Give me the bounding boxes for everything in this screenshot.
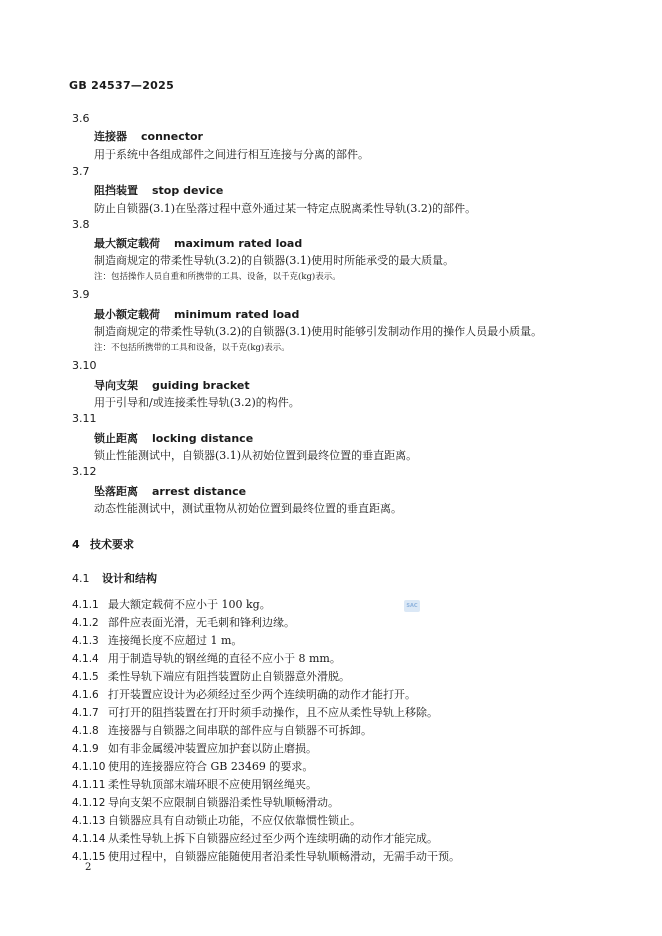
term-title <box>94 235 302 251</box>
term-definition: 制造商规定的带柔性导轨(3.2)的自锁器(3.1)使用时能够引发制动作用的操作人员最小质量。 <box>94 325 543 338</box>
clause <box>72 740 317 756</box>
term-title <box>94 128 203 144</box>
term-zh: 坠落距离 <box>94 485 138 498</box>
term-en: stop device <box>152 184 224 197</box>
clause <box>72 704 438 720</box>
clause-text: 最大额定载荷不应小于 100 kg。 <box>108 598 271 611</box>
term-definition: 防止自锁器(3.1)在坠落过程中意外通过某一特定点脱离柔性导轨(3.2)的部件。 <box>94 202 477 215</box>
clause-number: 4.1.10 <box>72 761 106 773</box>
term-zh: 最大额定载荷 <box>94 237 160 250</box>
clause <box>72 650 341 666</box>
term-en: arrest distance <box>152 485 247 498</box>
clause <box>72 830 438 846</box>
section-heading <box>72 536 134 552</box>
section-title: 技术要求 <box>90 538 134 551</box>
term-en: locking distance <box>152 432 254 445</box>
term-definition: 用于系统中各组成部件之间进行相互连接与分离的部件。 <box>94 148 369 161</box>
clause-text: 从柔性导轨上拆下自锁器应经过至少两个连续明确的动作才能完成。 <box>108 832 438 845</box>
clause <box>72 794 339 810</box>
term-zh: 阻挡装置 <box>94 184 138 197</box>
clause-text: 柔性导轨顶部末端环眼不应使用钢丝绳夹。 <box>108 778 317 791</box>
page-number: 2 <box>85 862 92 873</box>
clause <box>72 686 416 702</box>
term-note: 注：不包括所携带的工具和设备，以千克(kg)表示。 <box>94 343 290 353</box>
clause <box>72 758 313 774</box>
term-definition: 动态性能测试中，测试重物从初始位置到最终位置的垂直距离。 <box>94 502 402 515</box>
term-title <box>94 182 223 198</box>
term-note: 注：包括操作人员自重和所携带的工具、设备，以千克(kg)表示。 <box>94 272 341 282</box>
term-en: minimum rated load <box>174 308 300 321</box>
term-zh: 锁止距离 <box>94 432 138 445</box>
subsection-heading <box>72 570 157 586</box>
clause-text: 用于制造导轨的钢丝绳的直径不应小于 8 mm。 <box>108 652 341 665</box>
clause-text: 连接绳长度不应超过 1 m。 <box>108 634 243 647</box>
term-en: maximum rated load <box>174 237 303 250</box>
clause <box>72 812 361 828</box>
clause-text: 如有非金属缓冲装置应加护套以防止磨损。 <box>108 742 317 755</box>
clause-text: 打开装置应设计为必须经过至少两个连续明确的动作才能打开。 <box>108 688 416 701</box>
clause-number: 4.1.3 <box>72 635 99 647</box>
term-definition: 制造商规定的带柔性导轨(3.2)的自锁器(3.1)使用时所能承受的最大质量。 <box>94 254 455 267</box>
clause-text: 部件应表面光滑，无毛刺和锋利边缘。 <box>108 616 295 629</box>
term-number: 3.11 <box>72 412 97 425</box>
subsection-title: 设计和结构 <box>102 572 157 585</box>
watermark-logo: SAC <box>404 600 420 612</box>
clause-text: 自锁器应具有自动锁止功能，不应仅依靠惯性锁止。 <box>108 814 361 827</box>
term-number: 3.12 <box>72 465 97 478</box>
term-title <box>94 306 299 322</box>
clause-text: 使用的连接器应符合 GB 23469 的要求。 <box>108 760 314 773</box>
term-definition: 用于引导和/或连接柔性导轨(3.2)的构件。 <box>94 396 300 409</box>
clause-number: 4.1.4 <box>72 653 99 665</box>
clause-number: 4.1.12 <box>72 797 106 809</box>
clause <box>72 722 372 738</box>
clause-number: 4.1.14 <box>72 833 106 845</box>
clause-number: 4.1.5 <box>72 671 99 683</box>
clause <box>72 848 460 864</box>
term-definition: 锁止性能测试中，自锁器(3.1)从初始位置到最终位置的垂直距离。 <box>94 449 418 462</box>
clause-number: 4.1.2 <box>72 617 99 629</box>
term-zh: 最小额定载荷 <box>94 308 160 321</box>
clause-number: 4.1.7 <box>72 707 99 719</box>
term-en: guiding bracket <box>152 379 250 392</box>
subsection-number: 4.1 <box>72 572 90 585</box>
term-zh: 导向支架 <box>94 379 138 392</box>
clause <box>72 632 242 648</box>
clause-number: 4.1.1 <box>72 599 99 611</box>
term-number: 3.10 <box>72 359 97 372</box>
term-en: connector <box>141 130 203 143</box>
clause <box>72 614 295 630</box>
term-number: 3.7 <box>72 165 90 178</box>
clause-number: 4.1.13 <box>72 815 106 827</box>
term-title <box>94 377 250 393</box>
clause-number: 4.1.9 <box>72 743 99 755</box>
standard-number: GB 24537—2025 <box>69 79 175 92</box>
term-number: 3.6 <box>72 112 90 125</box>
clause <box>72 668 350 684</box>
clause-text: 可打开的阻挡装置在打开时须手动操作，且不应从柔性导轨上移除。 <box>108 706 438 719</box>
term-number: 3.8 <box>72 218 90 231</box>
term-title <box>94 430 253 446</box>
clause-text: 柔性导轨下端应有阻挡装置防止自锁器意外滑脱。 <box>108 670 350 683</box>
clause-text: 导向支架不应限制自锁器沿柔性导轨顺畅滑动。 <box>108 796 339 809</box>
clause <box>72 776 317 792</box>
clause-text: 使用过程中，自锁器应能随使用者沿柔性导轨顺畅滑动，无需手动干预。 <box>108 850 460 863</box>
clause-number: 4.1.8 <box>72 725 99 737</box>
clause-number: 4.1.11 <box>72 779 106 791</box>
term-zh: 连接器 <box>94 130 127 143</box>
clause-number: 4.1.15 <box>72 851 106 863</box>
section-number: 4 <box>72 538 80 551</box>
clause-text: 连接器与自锁器之间串联的部件应与自锁器不可拆卸。 <box>108 724 372 737</box>
clause-number: 4.1.6 <box>72 689 99 701</box>
term-title <box>94 483 246 499</box>
term-number: 3.9 <box>72 288 90 301</box>
clause <box>72 596 271 612</box>
